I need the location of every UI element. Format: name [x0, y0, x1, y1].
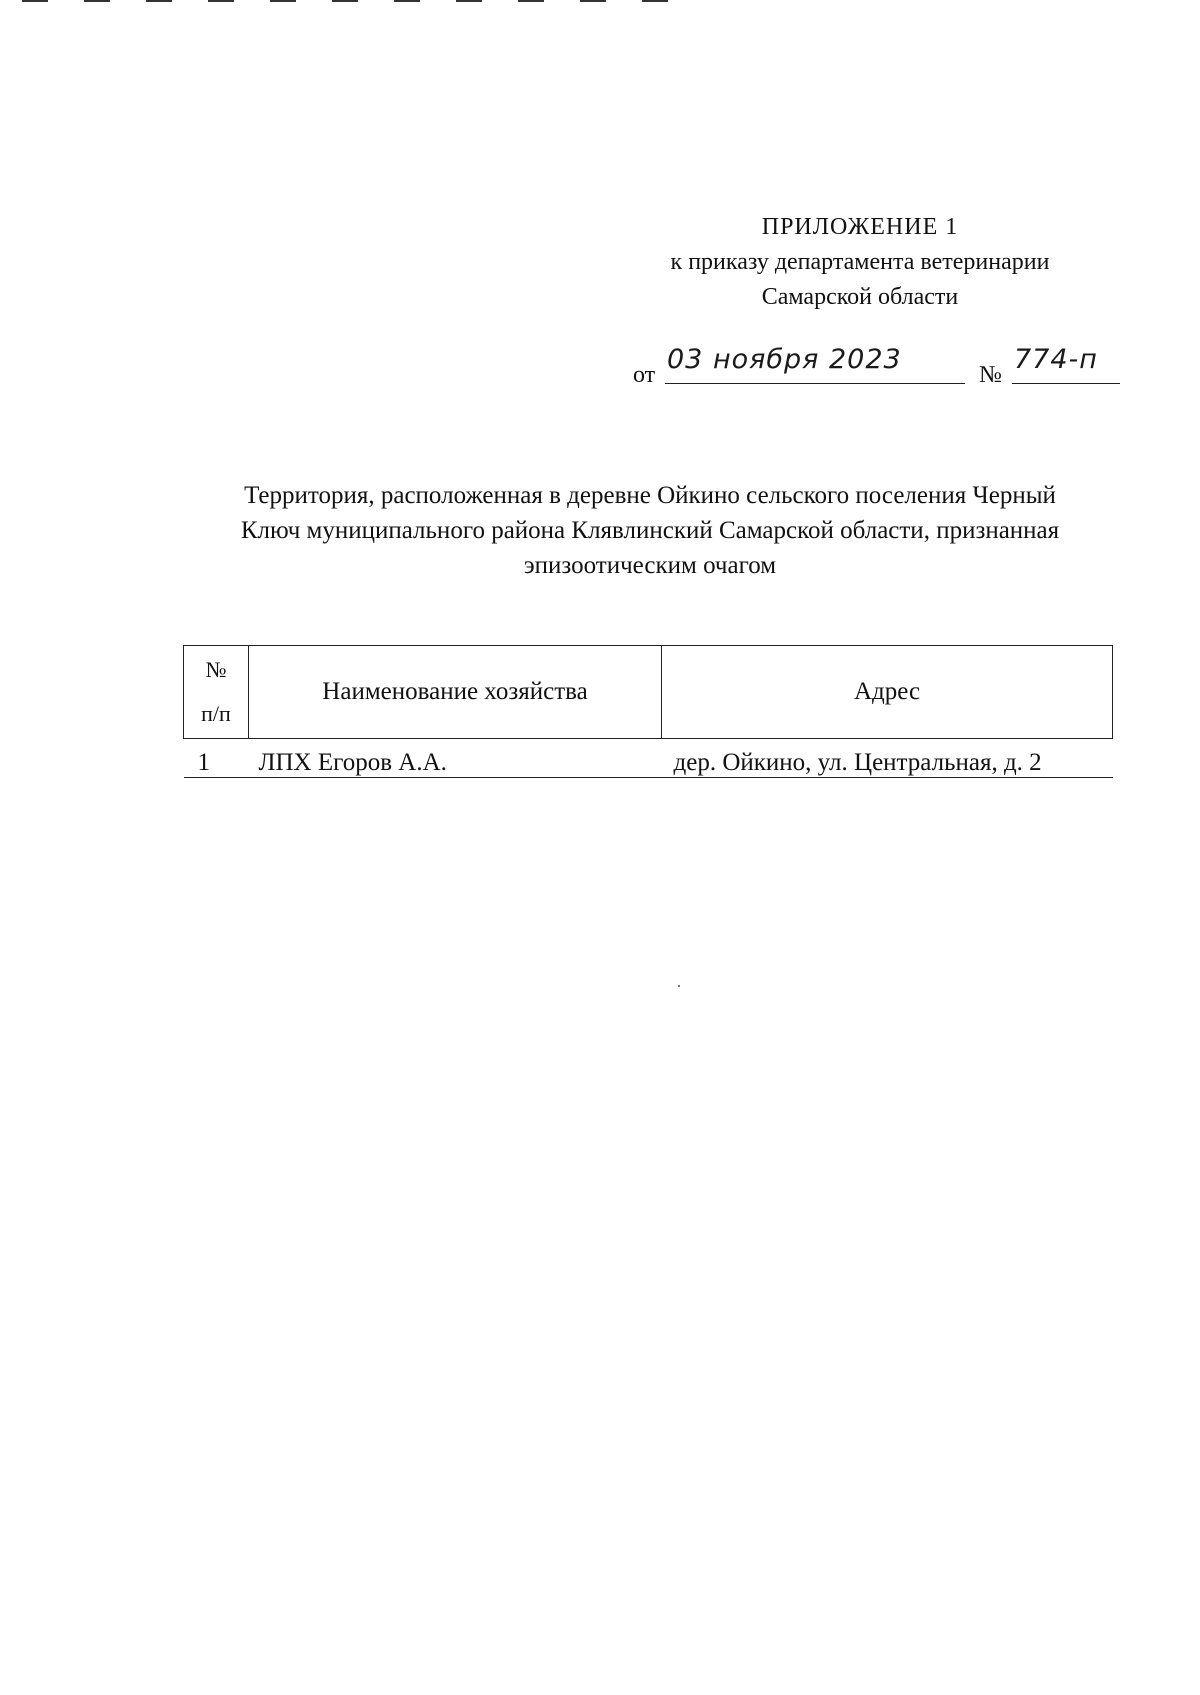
- title-line-3: эпизоотическим очагом: [523, 552, 777, 579]
- order-number-underline: [1012, 383, 1120, 384]
- order-number-label: №: [979, 362, 1002, 388]
- order-date-handwritten: 03 ноября 2023: [667, 344, 902, 375]
- scan-speck: [678, 985, 680, 987]
- row-address: дер. Ойкино, ул. Центральная, д. 2: [662, 739, 1113, 778]
- order-from-label: от: [633, 362, 656, 388]
- header-number-symbol: №: [205, 657, 227, 682]
- row-holding-name: ЛПХ Егоров А.А.: [249, 739, 662, 778]
- header-number-pp: п/п: [201, 701, 231, 726]
- header-number: [184, 646, 249, 739]
- appendix-region: Самарской области: [761, 284, 959, 310]
- order-number-handwritten: 774-п: [1014, 344, 1098, 375]
- order-date-number-line: [633, 344, 1133, 394]
- header-address: Адрес: [662, 646, 1113, 739]
- scan-edge-marks: [0, 0, 700, 6]
- appendix-title: ПРИЛОЖЕНИЕ 1: [761, 214, 959, 240]
- appendix-header: [620, 210, 1100, 315]
- holdings-table: [183, 645, 1113, 778]
- order-date-underline: [665, 383, 965, 384]
- header-holding-name: Наименование хозяйства: [249, 646, 662, 739]
- row-number: 1: [184, 739, 249, 778]
- title-line-2: Ключ муниципального района Клявлинский Самарской области, признанная: [240, 517, 1060, 544]
- document-title: [180, 478, 1120, 583]
- table-header-row: [184, 646, 1113, 739]
- title-line-1: Территория, расположенная в деревне Ойкино сельского поселения Черный: [244, 482, 1056, 509]
- appendix-order-reference: к приказу департамента ветеринарии: [670, 249, 1050, 275]
- table-row: [184, 739, 1113, 778]
